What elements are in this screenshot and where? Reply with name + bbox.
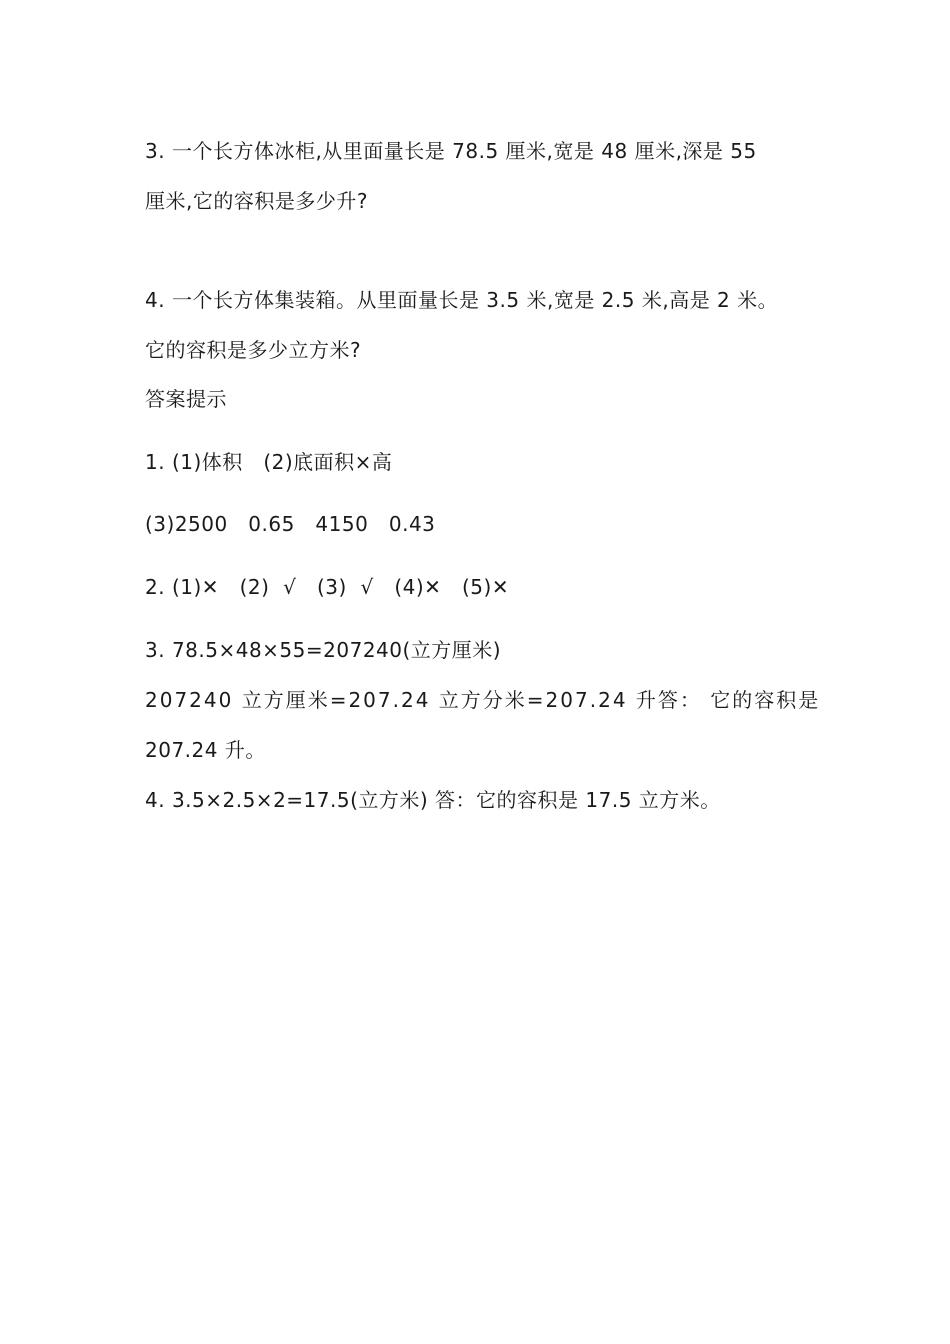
problem-3-line-1: 3. 一个长方体冰柜,从里面量长是 78.5 厘米,宽是 48 厘米,深是 55 [145, 139, 757, 163]
answer-3-line-3: 207.24 升。 [145, 738, 266, 762]
answer-4-line-1: 4. 3.5×2.5×2=17.5(立方米) 答：它的容积是 17.5 立方米。 [145, 788, 721, 812]
answer-1-line-1: 1. (1)体积 (2)底面积×高 [145, 450, 393, 474]
answer-3-line-1: 3. 78.5×48×55=207240(立方厘米) [145, 638, 502, 662]
problem-4-line-2: 它的容积是多少立方米? [145, 338, 362, 362]
answer-2-line-1: 2. (1)✕ (2) √ (3) √ (4)✕ (5)✕ [145, 575, 510, 599]
answers-heading: 答案提示 [145, 387, 227, 411]
problem-4-line-1: 4. 一个长方体集装箱。从里面量长是 3.5 米,宽是 2.5 米,高是 2 米。 [145, 288, 779, 312]
problem-3-line-2: 厘米,它的容积是多少升? [145, 189, 368, 213]
answer-1-line-2: (3)2500 0.65 4150 0.43 [145, 512, 436, 536]
answer-3-line-2: 207240 立方厘米=207.24 立方分米=207.24 升答： 它的容积是 [145, 688, 821, 712]
